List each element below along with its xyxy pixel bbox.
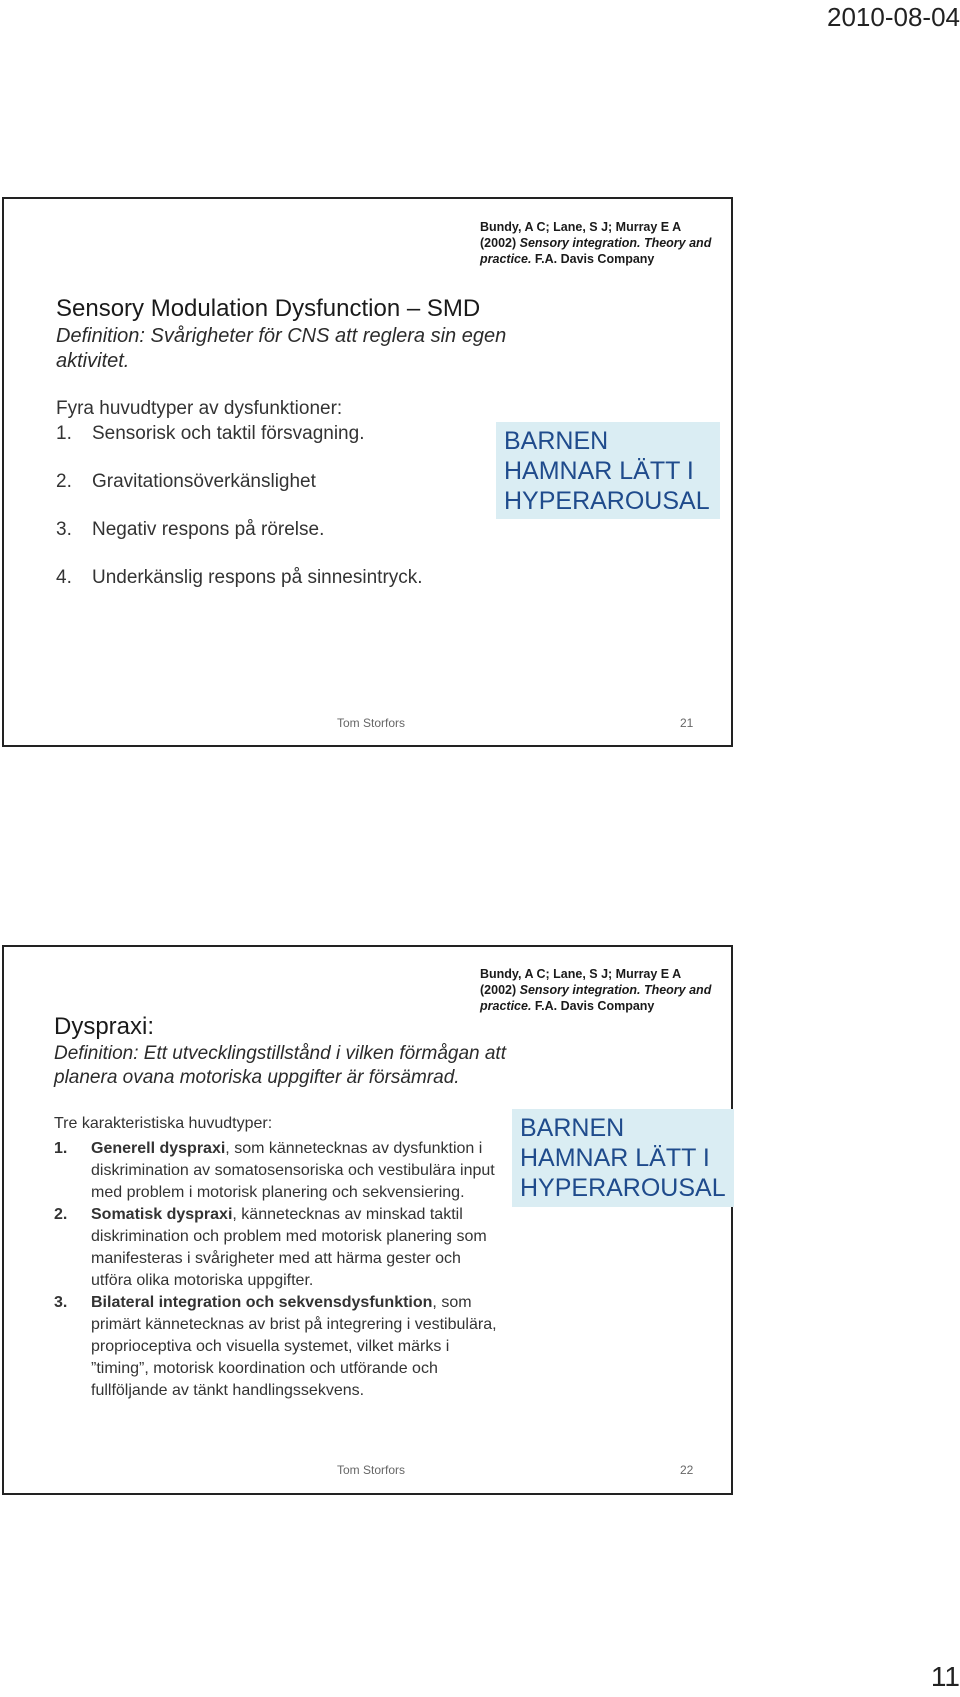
callout-box: BARNEN HAMNAR LÄTT I HYPERAROUSAL bbox=[496, 422, 720, 519]
numbered-list bbox=[54, 1138, 504, 1402]
callout-box: BARNEN HAMNAR LÄTT I HYPERAROUSAL bbox=[512, 1109, 734, 1207]
reference bbox=[480, 966, 730, 1014]
reference-year: (2002) bbox=[480, 983, 517, 997]
list-item-number: 2. bbox=[54, 1206, 68, 1223]
reference-year: (2002) bbox=[480, 236, 517, 250]
list-item bbox=[56, 423, 364, 445]
list-item bbox=[56, 519, 324, 541]
list-item-heading: Somatisk dyspraxi bbox=[91, 1206, 233, 1223]
list-item-text: , kännetecknas av minskad taktil diskrimination och problem med motorisk planering som manifesteras i svårigheter med att härma gester och utföra olika motoriska uppgifter. bbox=[91, 1206, 487, 1289]
reference-authors: Bundy, A C; Lane, S J; Murray E A bbox=[480, 220, 682, 234]
reference bbox=[480, 219, 730, 267]
footer-author: Tom Storfors bbox=[337, 1463, 406, 1477]
list-item-heading: Bilateral integration och sekvensdysfunktion bbox=[91, 1294, 433, 1311]
list-item-number: 1. bbox=[56, 423, 72, 444]
list-item-text: Underkänslig respons på sinnesintryck. bbox=[92, 567, 423, 588]
list-item bbox=[54, 1292, 504, 1402]
slide-title: Dyspraxi: bbox=[54, 1013, 155, 1040]
reference-publisher: F.A. Davis Company bbox=[534, 999, 655, 1013]
list-item-number: 4. bbox=[56, 567, 72, 588]
list-item-text: , som kännetecknas av dysfunktion i diskrimination av somatosensoriska och vestibulära input med problem i motorisk planering och sekvensiering. bbox=[91, 1140, 495, 1201]
reference-publisher: F.A. Davis Company bbox=[534, 252, 655, 266]
list-item-text: Sensorisk och taktil försvagning. bbox=[92, 423, 365, 444]
slide-title: Sensory Modulation Dysfunction – SMD bbox=[56, 295, 481, 322]
list-intro: Tre karakteristiska huvudtyper: bbox=[54, 1115, 273, 1132]
slide-22 bbox=[2, 945, 733, 1495]
list-item bbox=[56, 471, 316, 493]
list-item-number: 1. bbox=[54, 1140, 68, 1157]
slide-definition: Definition: Svårigheter för CNS att reglera sin egen aktivitet. bbox=[56, 325, 507, 372]
list-item bbox=[54, 1138, 504, 1204]
list-item-text: Gravitationsöverkänslighet bbox=[92, 471, 316, 492]
reference-title: Sensory integration. Theory and practice. bbox=[480, 983, 712, 1013]
slide-number: 21 bbox=[680, 716, 694, 730]
list-intro: Fyra huvudtyper av dysfunktioner: bbox=[56, 398, 343, 419]
list-item-heading: Generell dyspraxi bbox=[91, 1140, 226, 1157]
reference-title: Sensory integration. Theory and practice. bbox=[480, 236, 712, 266]
reference-authors: Bundy, A C; Lane, S J; Murray E A bbox=[480, 967, 682, 981]
list-item-text: Negativ respons på rörelse. bbox=[92, 519, 325, 540]
list-item-number: 3. bbox=[54, 1294, 68, 1311]
list-item-number: 2. bbox=[56, 471, 72, 492]
slide-definition: Definition: Ett utvecklingstillstånd i vilken förmågan att planera ovana motoriska uppgifter är försämrad. bbox=[54, 1043, 506, 1088]
slide-number: 22 bbox=[680, 1463, 694, 1477]
list-item bbox=[56, 567, 423, 589]
page-date: 2010-08-04 bbox=[827, 2, 960, 32]
list-item-number: 3. bbox=[56, 519, 72, 540]
slide-21 bbox=[2, 197, 733, 747]
footer-author: Tom Storfors bbox=[337, 716, 406, 730]
page-number: 11 bbox=[930, 1661, 960, 1692]
list-item-text: , som primärt kännetecknas av brist på integrering i vestibulära, proprioceptiva och visuella systemet, vilket märks i ”timing”, motorisk koordination och utförande och fullföljande av tänkt handlingssekvens. bbox=[91, 1294, 497, 1399]
list-item bbox=[54, 1204, 504, 1292]
